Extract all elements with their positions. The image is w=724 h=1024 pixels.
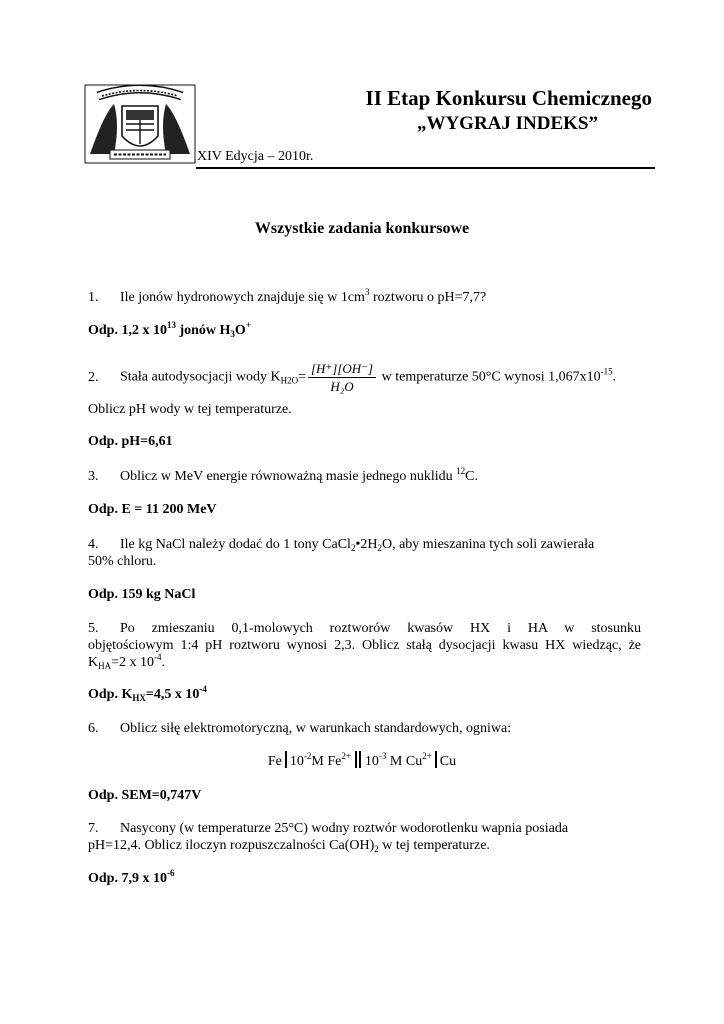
header-rule bbox=[196, 167, 655, 169]
question-7: 7. Nasycony (w temperaturze 25°C) wodny roztwór wodorotlenku wapnia posiada bbox=[88, 821, 569, 836]
answer-2: Odp. pH=6,61 bbox=[88, 434, 173, 449]
section-title: Wszystkie zadania konkursowe bbox=[254, 220, 470, 237]
university-crest-logo bbox=[84, 84, 196, 164]
answer-5: Odp. $K_{HX}=4,5$ x $10^{-4}$ bbox=[88, 684, 207, 703]
question-1: 1. Ile jonów hydronowych znajduje się w $1cm^3$ roztworu o pH=7,7? bbox=[88, 287, 487, 305]
answer-4: Odp. 159 kg NaCl bbox=[88, 587, 196, 602]
phase-boundary bbox=[285, 751, 287, 768]
salt-bridge bbox=[355, 751, 361, 768]
question-6: 6. Oblicz siłę elektromotoryczną, w warunkach standardowych, ogniwa: bbox=[88, 721, 512, 736]
question-4: 4. Ile kg NaCl należy dodać do 1 tony $CaCl_2•2H_2O$, aby mieszanina tych soli zawierała bbox=[88, 537, 595, 553]
answer-1: Odp. 1,2 x $10^{13}$ jonów $H_3O^+$ bbox=[88, 320, 251, 339]
question-4-line2: 50% chloru. bbox=[88, 554, 157, 569]
question-2-line2: Oblicz pH wody w tej temperaturze. bbox=[88, 402, 292, 417]
question-3: 3. Oblicz w MeV energie równoważną masie jednego nuklidu $^{12}$C. bbox=[88, 466, 479, 484]
galvanic-cell-scheme: Fe $10^{-2}M$ $Fe^{2+}$ $10^{-3}$ M $Cu^{2+}$ Cu bbox=[267, 751, 457, 769]
answer-7: Odp. 7,9 x $10^{-6}$ bbox=[88, 868, 175, 886]
question-5: 5. Po zmieszaniu 0,1-molowych roztworów kwasów HX i HA w stosunku bbox=[88, 621, 641, 636]
answer-3: Odp. E = 11 200 MeV bbox=[88, 502, 217, 517]
phase-boundary bbox=[435, 751, 437, 768]
question-5-line2: objętościowym 1:4 pH roztworu wynosi 2,3. Oblicz stałą dysocjacji kwasu HX wiedząc, że bbox=[88, 638, 641, 653]
question-5-line3: $K_{HA}=2$ x $10^{-4}$. bbox=[88, 652, 166, 671]
autodissociation-fraction: $\frac{[H^+][OH^-]}{\text{H₂O}}$ bbox=[308, 360, 376, 395]
edition-label: XIV Edycja – 2010r. bbox=[197, 149, 314, 164]
question-7-line2: pH=12,4. Oblicz iloczyn rozpuszczalności $Ca(OH)_2$ w tej temperaturze. bbox=[88, 838, 490, 854]
answer-6: Odp. SEM=0,747V bbox=[88, 788, 202, 803]
question-2: 2. Stała autodysocjacji wody $K_{H2O}=$ $\frac{[H^+][OH^-]}{\text{H₂O}}$ w temperaturze 50°C wynosi $1,067x10^{-15}$. bbox=[88, 361, 617, 394]
contest-title: II Etap Konkursu Chemicznego bbox=[365, 86, 652, 110]
contest-subtitle: „WYGRAJ INDEKS” bbox=[416, 113, 598, 134]
